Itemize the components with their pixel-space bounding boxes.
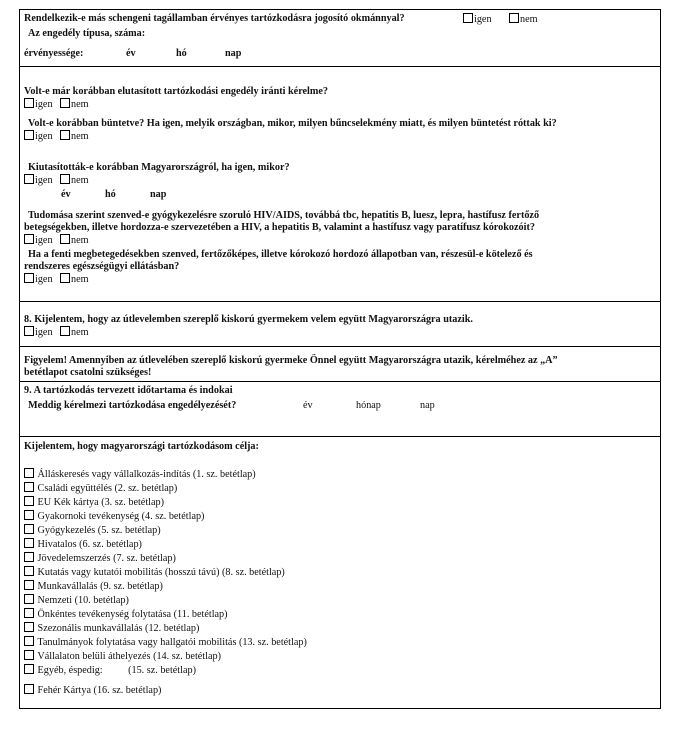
care-question-line2: rendszeres egészségügyi ellátásban? [24,261,180,272]
purpose-item[interactable]: Önkéntes tevékenység folytatása (11. betétlap) [24,608,228,621]
notice-line2: betétlapot csatolni szükséges! [24,367,152,378]
convicted-nem-option[interactable]: nem [60,130,89,143]
checkbox[interactable] [24,580,34,590]
checkbox[interactable] [24,552,34,562]
checkbox[interactable] [24,468,34,478]
duration-title: 9. A tartózkodás tervezett időtartama és indokai [24,385,233,396]
purpose-item[interactable]: Gyógykezelés (5. sz. betétlap) [24,524,161,537]
expelled-month-label: hó [105,189,116,200]
rejected-nem-option[interactable]: nem [60,98,89,111]
care-igen-option[interactable]: igen [24,273,53,286]
checkbox[interactable] [60,234,70,244]
minor-igen-option[interactable]: igen [24,326,53,339]
checkbox[interactable] [509,13,519,23]
purpose-item[interactable]: Szezonális munkavállalás (12. betétlap) [24,622,199,635]
purpose-item[interactable]: Jövedelemszerzés (7. sz. betétlap) [24,552,176,565]
convicted-igen-option[interactable]: igen [24,130,53,143]
checkbox[interactable] [24,566,34,576]
checkbox[interactable] [24,538,34,548]
checkbox[interactable] [24,174,34,184]
minor-children-statement: 8. Kijelentem, hogy az útlevelemben szereplő kiskorú gyermekem velem együtt Magyarországra utazik. [24,314,473,325]
expelled-question: Kiutasították-e korábban Magyarországról, ha igen, mikor? [28,162,290,173]
checkbox[interactable] [24,273,34,283]
checkbox[interactable] [24,234,34,244]
expelled-nem-option[interactable]: nem [60,174,89,187]
validity-year-label: év [126,48,136,59]
purpose-item[interactable]: Gyakornoki tevékenység (4. sz. betétlap) [24,510,204,523]
checkbox[interactable] [24,636,34,646]
disease-question-line1: Tudomása szerint szenved-e gyógykezelésre szoruló HIV/AIDS, továbbá tbc, hepatitis B, luesz, lepra, hastífusz fertőző [28,210,540,221]
purpose-item[interactable]: Fehér Kártya (16. sz. betétlap) [24,684,161,697]
minor-nem-option[interactable]: nem [60,326,89,339]
purpose-item[interactable]: Családi együttélés (2. sz. betétlap) [24,482,177,495]
checkbox[interactable] [24,608,34,618]
checkbox[interactable] [24,650,34,660]
checkbox[interactable] [24,482,34,492]
section-purpose [20,437,660,710]
expelled-year-label: év [61,189,71,200]
convicted-question: Volt-e korábban büntetve? Ha igen, melyik országban, mikor, milyen bűncselekmény miatt, és milyen büntetést róttak ki? [28,118,557,129]
disease-igen-option[interactable]: igen [24,234,53,247]
section-background-questions [20,67,660,302]
purpose-title: Kijelentem, hogy magyarországi tartózkodásom célja: [24,441,259,452]
section-schengen-permit [20,10,660,67]
validity-day-label: nap [225,48,242,59]
checkbox[interactable] [463,13,473,23]
checkbox[interactable] [60,326,70,336]
rejected-igen-option[interactable]: igen [24,98,53,111]
disease-question-line2: betegségekben, illetve hordozza-e szervezetében a HIV, a hepatitis B, valamint a hastífusz vagy paratífusz kórokozóit? [24,222,535,233]
duration-day-label: nap [420,400,435,411]
section-minor-children [20,302,660,347]
checkbox[interactable] [60,130,70,140]
schengen-nem-option[interactable]: nem [509,13,538,26]
duration-month-label: hónap [356,400,381,411]
checkbox[interactable] [24,594,34,604]
duration-year-label: év [303,400,313,411]
checkbox[interactable] [24,684,34,694]
checkbox[interactable] [60,98,70,108]
purpose-item[interactable]: Álláskeresés vagy vállalkozás-indítás (1. sz. betétlap) [24,468,256,481]
schengen-igen-option[interactable]: igen [463,13,492,26]
checkbox[interactable] [24,510,34,520]
validity-label: érvényessége: [24,48,84,59]
purpose-item[interactable]: Munkavállalás (9. sz. betétlap) [24,580,163,593]
checkbox[interactable] [24,664,34,674]
care-nem-option[interactable]: nem [60,273,89,286]
section-duration [20,382,660,437]
expelled-day-label: nap [150,189,167,200]
checkbox[interactable] [24,524,34,534]
schengen-question: Rendelkezik-e más schengeni tagállamban érvényes tartózkodásra jogosító okmánnyal? [24,13,405,24]
purpose-item[interactable]: Tanulmányok folytatása vagy hallgatói mobilitás (13. sz. betétlap) [24,636,307,649]
purpose-item[interactable]: Kutatás vagy kutatói mobilitás (hosszú távú) (8. sz. betétlap) [24,566,285,579]
checkbox[interactable] [60,174,70,184]
checkbox[interactable] [24,326,34,336]
purpose-item[interactable]: Vállalaton belüli áthelyezés (14. sz. betétlap) [24,650,221,663]
application-form [19,9,661,709]
purpose-item[interactable]: Egyéb, éspedig: (15. sz. betétlap) [24,664,196,677]
checkbox[interactable] [60,273,70,283]
purpose-item[interactable]: EU Kék kártya (3. sz. betétlap) [24,496,164,509]
purpose-item[interactable]: Hivatalos (6. sz. betétlap) [24,538,142,551]
rejected-question: Volt-e már korábban elutasított tartózkodási engedély iránti kérelme? [24,86,328,97]
purpose-item[interactable]: Nemzeti (10. betétlap) [24,594,129,607]
duration-question: Meddig kérelmezi tartózkodása engedélyezését? [28,400,237,411]
section-notice [20,347,660,382]
checkbox[interactable] [24,496,34,506]
disease-nem-option[interactable]: nem [60,234,89,247]
expelled-igen-option[interactable]: igen [24,174,53,187]
checkbox[interactable] [24,98,34,108]
care-question-line1: Ha a fenti megbetegedésekben szenved, fertőzőképes, illetve kórokozó hordozó állapotban van, részesül-e kötelező és [28,249,533,260]
notice-line1: Figyelem! Amennyiben az útlevelében szereplő kiskorú gyermeke Önnel együtt Magyarországra utazik, kérelméhez az „A” [24,355,558,366]
permit-type-label: Az engedély típusa, száma: [28,28,146,39]
checkbox[interactable] [24,130,34,140]
validity-month-label: hó [176,48,187,59]
checkbox[interactable] [24,622,34,632]
